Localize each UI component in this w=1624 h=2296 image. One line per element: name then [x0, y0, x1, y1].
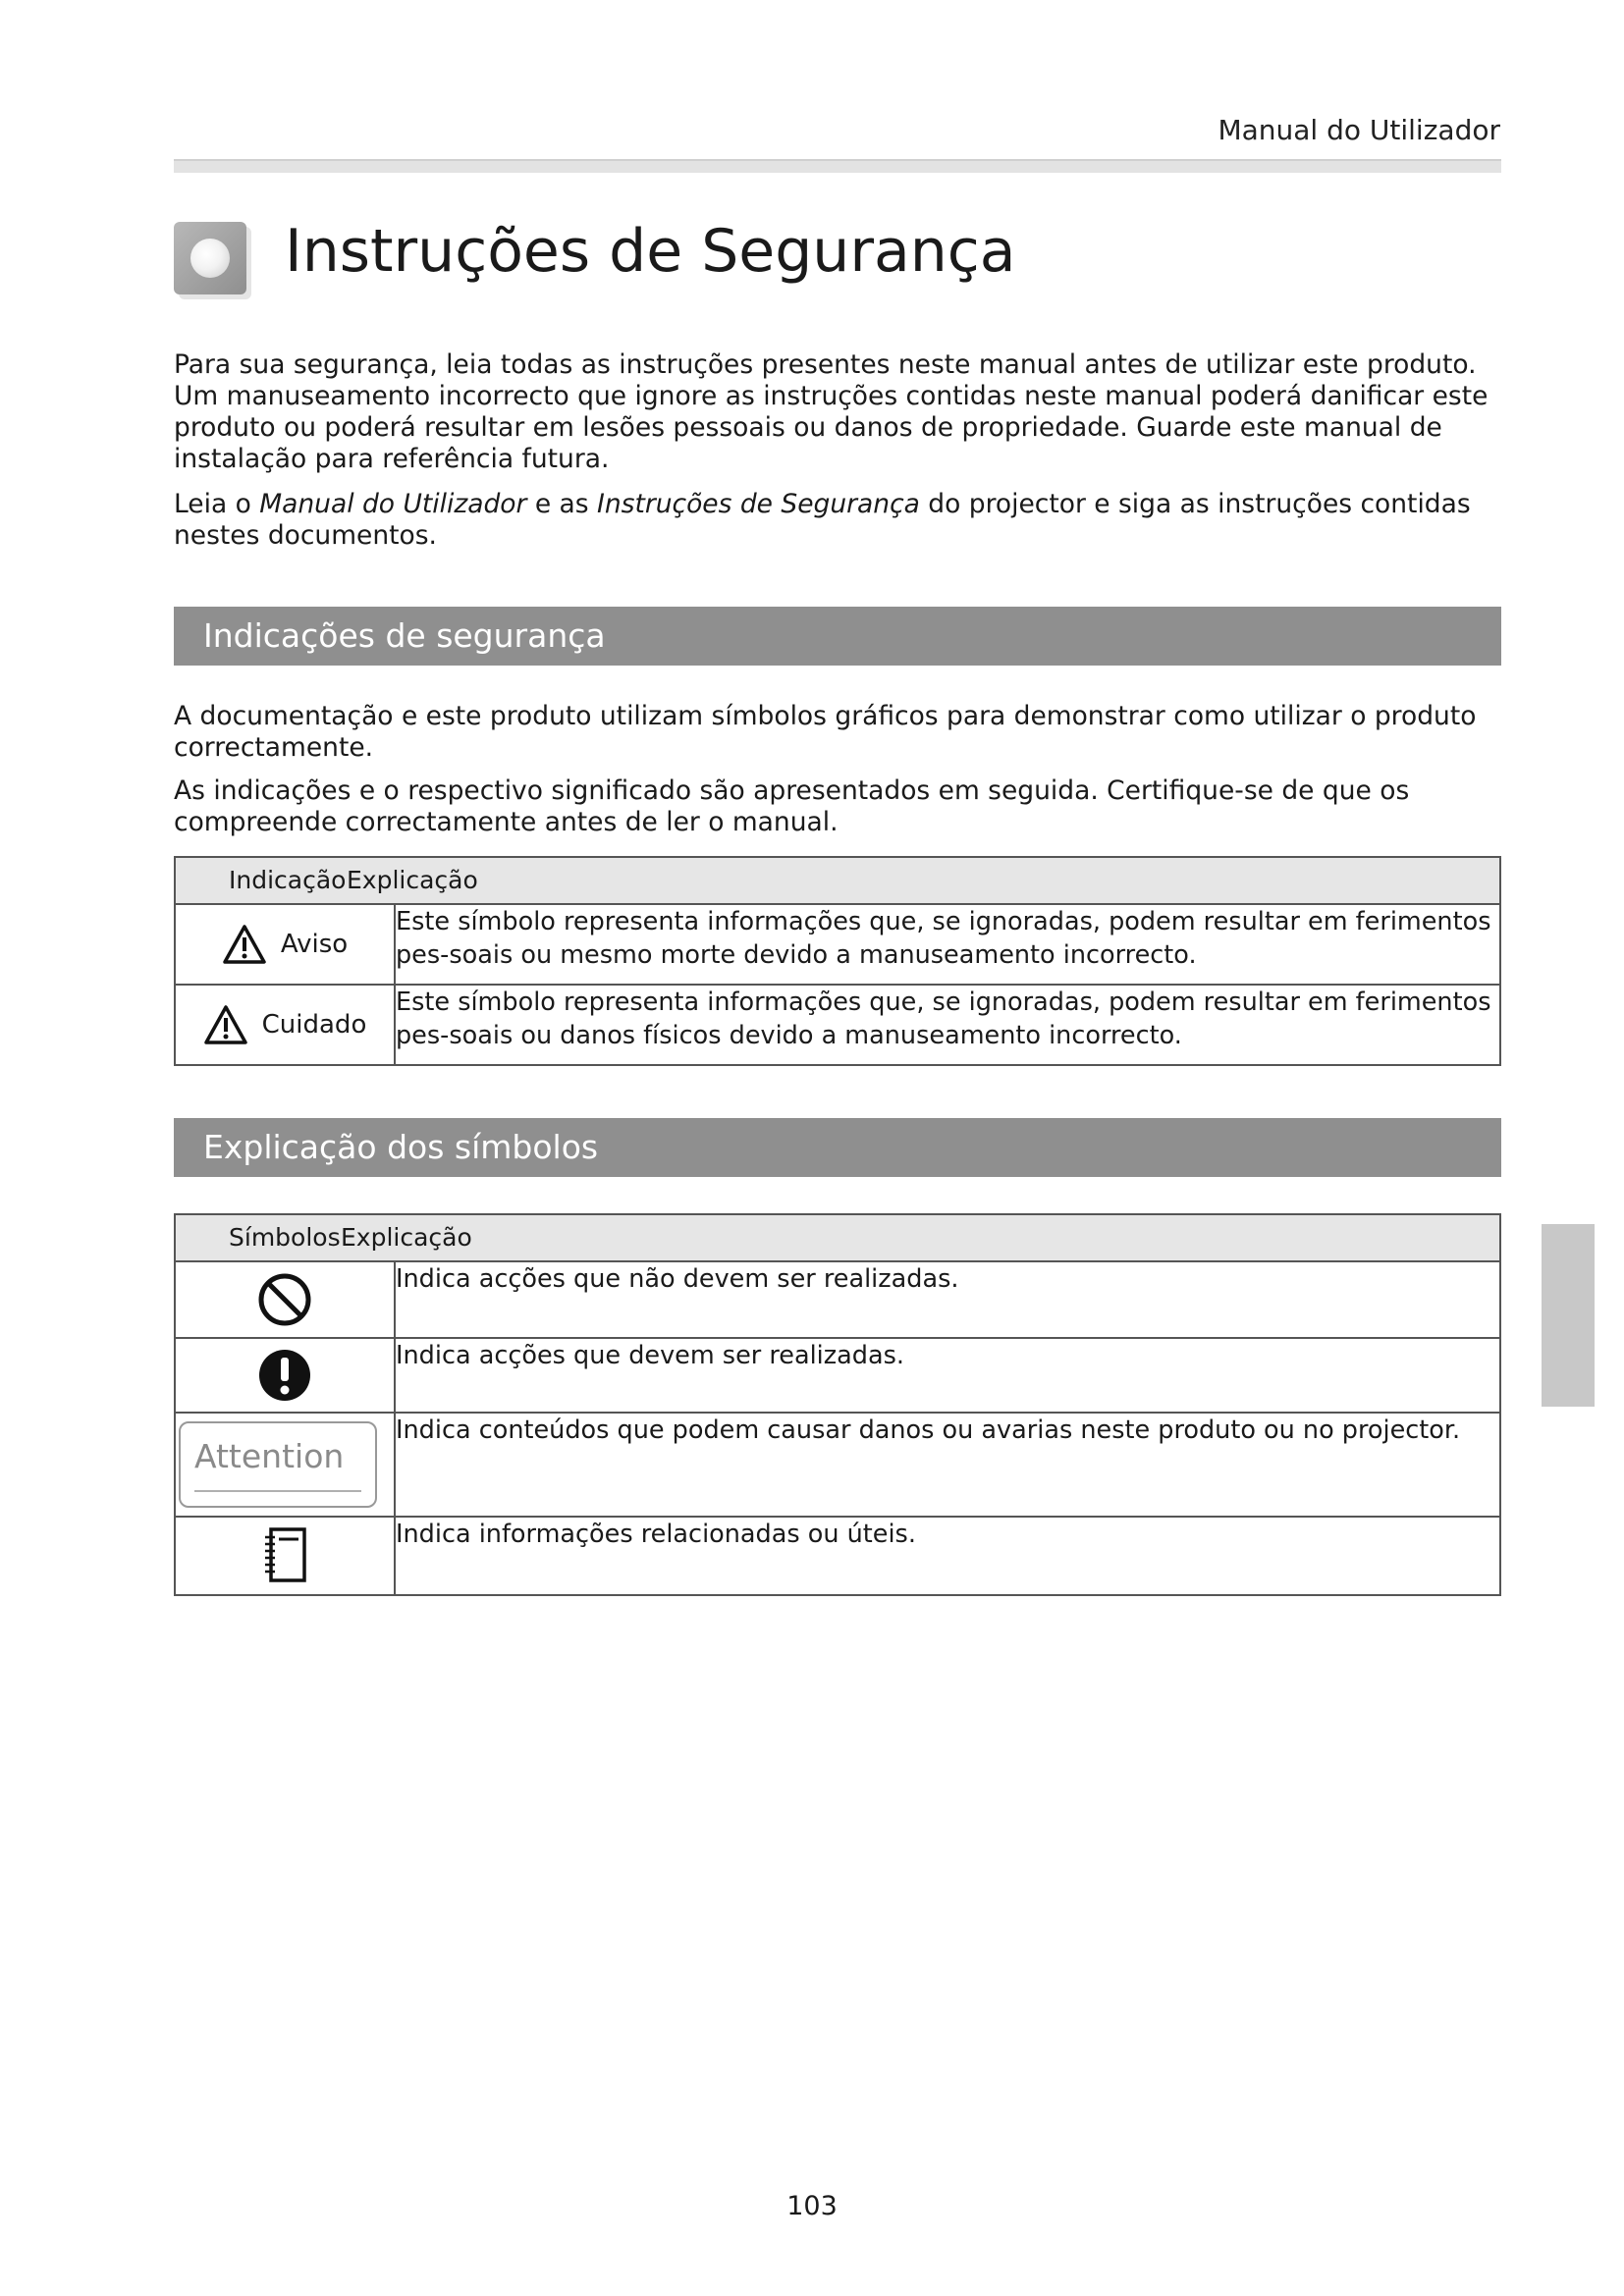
section-heading-symbols: Explicação dos símbolos	[174, 1118, 1501, 1177]
symbol-description: Indica acções que devem ser realizadas.	[395, 1338, 1500, 1413]
title-bullet-icon	[174, 222, 246, 294]
symbol-description: Indica conteúdos que podem causar danos ou avarias neste produto ou no projector.	[395, 1413, 1500, 1517]
caution-triangle-icon	[203, 1004, 248, 1045]
indications-table	[174, 856, 1501, 1066]
manual-reference: Manual do Utilizador	[259, 489, 527, 519]
page-title: Instruções de Segurança	[285, 217, 1016, 286]
prohibited-icon	[256, 1271, 313, 1328]
indication-description: Este símbolo representa informações que, se ignoradas, podem resultar em ferimentos pes-soais ou mesmo morte devido a manuseamento incorrecto.	[395, 904, 1500, 985]
page-number: 103	[786, 2191, 838, 2221]
section1-paragraph-1: A documentação e este produto utilizam símbolos gráficos para demonstrar como utilizar o produto correctamente.	[174, 701, 1477, 763]
intro-paragraph: Para sua segurança, leia todas as instruções presentes neste manual antes de utilizar este produto. Um manuseamento incorrecto que ignore as instruções contidas neste manual poderá danificar este produto ou poderá resultar em lesões pessoais ou danos de propriedade. Guarde este manual de instalação para referência futura.	[174, 349, 1489, 474]
running-header: Manual do Utilizador	[1218, 114, 1500, 146]
table-row	[175, 985, 1500, 1065]
indication-description: Este símbolo representa informações que, se ignoradas, podem resultar em ferimentos pes-soais ou danos físicos devido a manuseamento incorrecto.	[395, 985, 1500, 1065]
indication-label-aviso: Aviso	[280, 930, 349, 959]
table-header-right: Explicação	[341, 1223, 472, 1252]
table-header-right: Explicação	[347, 866, 478, 894]
header-rule	[174, 159, 1501, 173]
note-icon	[259, 1525, 310, 1586]
table-row	[175, 1338, 1500, 1413]
table-row	[175, 1517, 1500, 1595]
attention-icon	[179, 1421, 377, 1508]
symbol-description: Indica acções que não devem ser realizadas.	[395, 1261, 1500, 1338]
table-header-left: Indicação	[229, 866, 347, 894]
attention-icon-label: Attention	[194, 1437, 345, 1475]
table-row	[175, 1413, 1500, 1517]
symbols-table	[174, 1213, 1501, 1596]
table-row	[175, 1261, 1500, 1338]
symbol-description: Indica informações relacionadas ou úteis.	[395, 1517, 1500, 1595]
intro-paragraph-2: Leia o Manual do Utilizador e as Instruções de Segurança do projector e siga as instruções contidas nestes documentos.	[174, 489, 1471, 551]
section1-paragraph-2: As indicações e o respectivo significado são apresentados em seguida. Certifique-se de que os compreende correctamente antes de ler o manual.	[174, 775, 1410, 837]
chapter-side-tab	[1542, 1224, 1595, 1407]
warning-triangle-icon	[222, 924, 267, 965]
mandatory-icon	[256, 1347, 313, 1404]
table-header-left: Símbolos	[229, 1223, 341, 1252]
safety-reference: Instruções de Segurança	[597, 489, 920, 519]
section-heading-safety-indications: Indicações de segurança	[174, 607, 1501, 666]
table-header-row	[175, 1214, 1500, 1261]
table-row	[175, 904, 1500, 985]
indication-label-cuidado: Cuidado	[261, 1010, 367, 1040]
table-header-row	[175, 857, 1500, 904]
